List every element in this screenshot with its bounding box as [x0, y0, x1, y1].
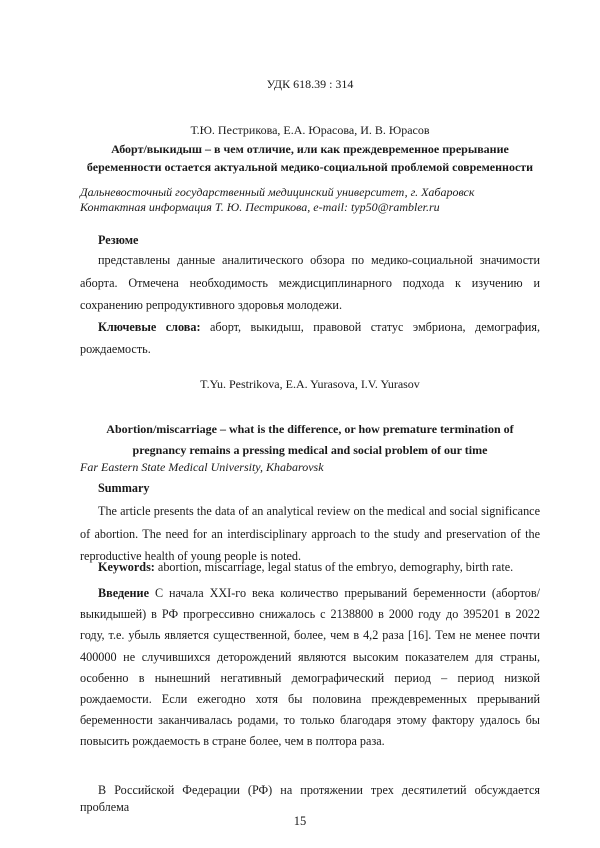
keywords-en-text: abortion, miscarriage, legal status of the embryo, demography, birth rate. [154, 560, 514, 574]
article-title-ru: Аборт/выкидыш – в чем отличие, или как преждевременное прерывание беременности остается актуальной медико-социальной проблемой современности [86, 142, 534, 174]
keywords-ru-label: Ключевые слова: [98, 320, 201, 334]
resume-heading: Резюме [98, 233, 139, 247]
keywords-ru-text: аборт, выкидыш, правовой статус эмбриона, демография, рождаемость. [80, 320, 540, 356]
affiliation-ru: Дальневосточный государственный медицинский университет, г. Хабаровск [80, 185, 475, 199]
affiliation-en: Far Eastern State Medical University, Khabarovsk [80, 460, 324, 474]
authors-en: T.Yu. Pestrikova, E.A. Yurasova, I.V. Yurasov [200, 377, 420, 391]
keywords-ru [80, 316, 540, 360]
page-number: 15 [293, 814, 307, 828]
resume-text: представлены данные аналитического обзора по медико-социальной значимости аборта. Отмечена необходимость междисциплинарного подхода к изучению и сохранению репродуктивного здоровья молодежи. [80, 253, 540, 312]
article-title-en: Abortion/miscarriage – what is the difference, or how premature termination of pregnancy remains a pressing medical and social problem of our time [106, 422, 514, 457]
body-paragraph: В Российской Федерации (РФ) на протяжении трех десятилетий обсуждается проблема [80, 783, 540, 814]
affiliation-ru-block [80, 185, 540, 215]
udk-code: УДК 618.39 : 314 [266, 77, 354, 91]
contact-info: Контактная информация Т. Ю. Пестрикова, e-mail: typ50@rambler.ru [80, 200, 440, 214]
keywords-en-label: Keywords: [98, 560, 155, 574]
summary-heading: Summary [98, 481, 150, 495]
introduction-label: Введение [98, 586, 149, 600]
keywords-en [80, 559, 540, 576]
summary-text: The article presents the data of an analytical review on the medical and social significance of abortion. The need for an interdisciplinary approach to the study and preservation of the reproductive health of young people is noted. [80, 504, 540, 563]
authors-ru: Т.Ю. Пестрикова, Е.А. Юрасова, И. В. Юрасов [190, 123, 430, 137]
introduction-text: С начала XXI-го века количество прерываний беременности (абортов/выкидышей) в РФ прогрессивно снижалось с 2138800 в 2000 году до 395201 в 2022 году, т.е. убыль является существенной, более, чем в 4,2 раза [16]. Тем не менее почти 400000 не случившихся деторождений являются высоким показателем для страны, особенно в нынешний негативный демографический период – период низкой рождаемости. Если ежегодно хотя бы половина преждевременных прерываний беременности заканчивалась родами, то только благодаря этому фактору удалось бы повысить рождаемость в стране более, чем в полтора раза. [80, 586, 540, 749]
introduction-paragraph [80, 583, 540, 753]
